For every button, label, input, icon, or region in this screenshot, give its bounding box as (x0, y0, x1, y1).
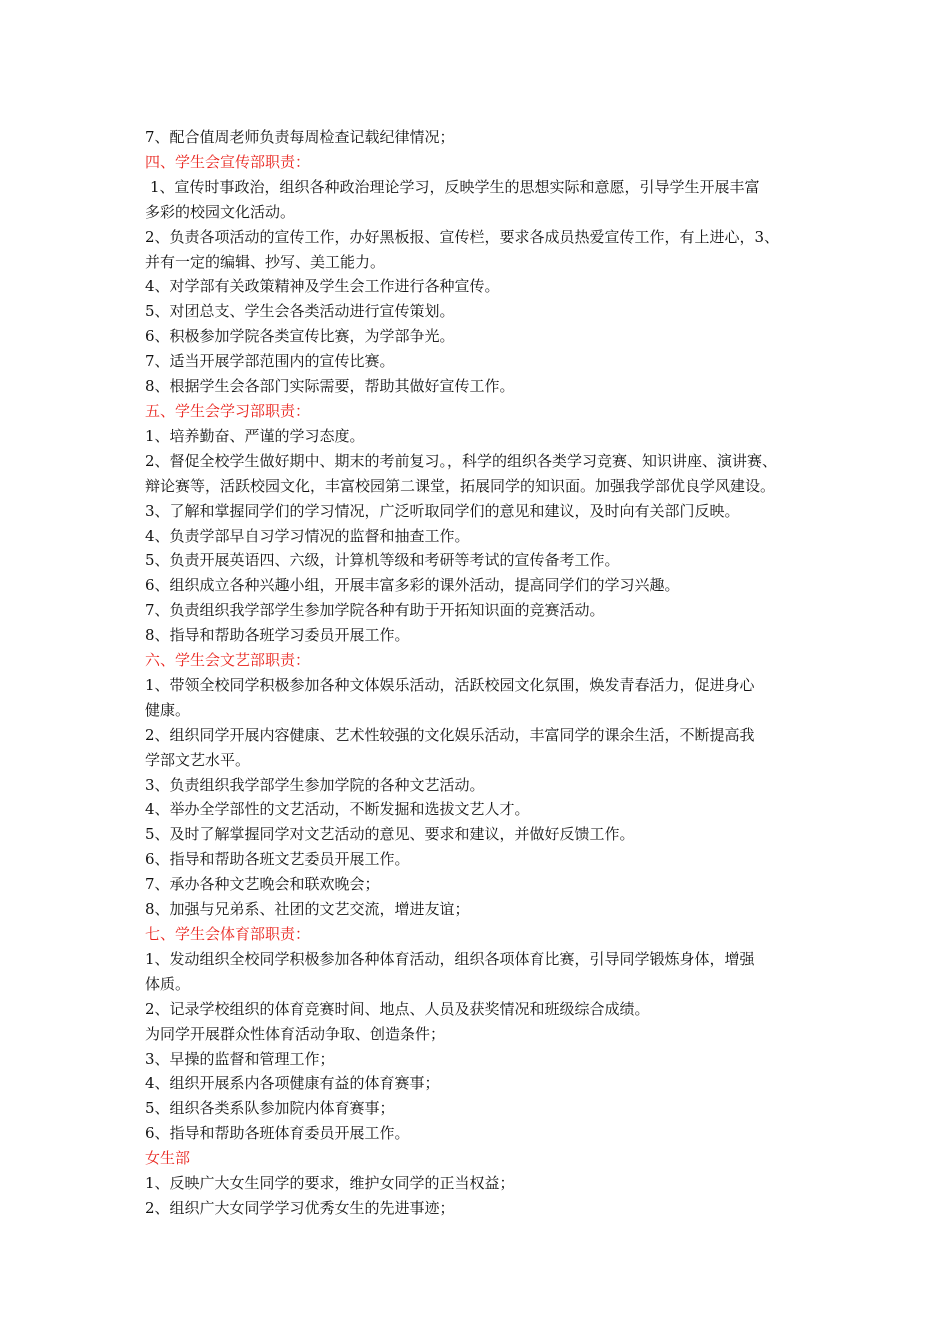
paragraph-line: 并有一定的编辑、抄写、美工能力。 (145, 252, 386, 271)
paragraph-line: 5、负责开展英语四、六级，计算机等级和考研等考试的宣传备考工作。 (145, 551, 620, 570)
paragraph-line: 健康。 (145, 700, 191, 719)
paragraph-line: 4、举办全学部性的文艺活动，不断发掘和选拔文艺人才。 (145, 800, 530, 819)
paragraph-line: 6、指导和帮助各班体育委员开展工作。 (145, 1124, 410, 1143)
paragraph-line: 3、早操的监督和管理工作； (145, 1049, 335, 1068)
paragraph-line: 5、及时了解掌握同学对文艺活动的意见、要求和建议，并做好反馈工作。 (145, 825, 635, 844)
paragraph-line: 4、组织开展系内各项健康有益的体育赛事； (145, 1074, 440, 1093)
paragraph-line: 7、适当开展学部范围内的宣传比赛。 (145, 352, 395, 371)
section-heading: 五、学生会学习部职责： (145, 401, 311, 420)
paragraph-line: 6、指导和帮助各班文艺委员开展工作。 (145, 850, 410, 869)
paragraph-line: 5、组织各类系队参加院内体育赛事； (145, 1099, 395, 1118)
paragraph-line: 2、督促全校学生做好期中、期末的考前复习。，科学的组织各类学习竞赛、知识讲座、演讲赛、 (145, 451, 778, 470)
paragraph-line: 体质。 (145, 974, 191, 993)
paragraph-line: 6、组织成立各种兴趣小组，开展丰富多彩的课外活动，提高同学们的学习兴趣。 (145, 576, 680, 595)
section-heading: 六、学生会文艺部职责： (145, 651, 311, 670)
paragraph-line: 为同学开展群众性体育活动争取、创造条件； (145, 1024, 446, 1043)
paragraph-line: 1、反映广大女生同学的要求，维护女同学的正当权益； (145, 1174, 515, 1193)
document-body (145, 125, 825, 1221)
paragraph-line: 1、培养勤奋、严谨的学习态度。 (145, 426, 365, 445)
paragraph-line: 1、发动组织全校同学积极参加各种体育活动，组织各项体育比赛，引导同学锻炼身体，增强 (145, 949, 755, 968)
paragraph-line: 2、负责各项活动的宣传工作，办好黑板报、宣传栏，要求各成员热爱宣传工作，有上进心，3、 (145, 227, 780, 246)
paragraph-line: 7、承办各种文艺晚会和联欢晚会； (145, 875, 380, 894)
paragraph-line: 多彩的校园文化活动。 (145, 202, 296, 221)
section-heading: 七、学生会体育部职责： (145, 925, 311, 943)
paragraph-line: 4、负责学部早自习学习情况的监督和抽查工作。 (145, 526, 470, 545)
paragraph-line: 5、对团总支、学生会各类活动进行宣传策划。 (145, 302, 455, 321)
paragraph-line: 6、积极参加学院各类宣传比赛，为学部争光。 (145, 327, 455, 346)
paragraph-line: 2、记录学校组织的体育竞赛时间、地点、人员及获奖情况和班级综合成绩。 (145, 999, 650, 1018)
section-heading: 四、学生会宣传部职责： (145, 152, 311, 171)
paragraph-line: 7、配合值周老师负责每周检查记载纪律情况； (145, 128, 455, 146)
section-heading: 女生部 (145, 1149, 191, 1168)
paragraph-line: 2、组织广大女同学学习优秀女生的先进事迹； (145, 1198, 455, 1217)
paragraph-line: 辩论赛等，活跃校园文化，丰富校园第二课堂，拓展同学的知识面。加强我学部优良学风建设。 (145, 476, 776, 495)
paragraph-line: 8、指导和帮助各班学习委员开展工作。 (145, 626, 410, 645)
paragraph-line: 1、宣传时事政治，组织各种政治理论学习，反映学生的思想实际和意愿，引导学生开展丰富 (150, 177, 760, 196)
paragraph-line: 2、组织同学开展内容健康、艺术性较强的文化娱乐活动，丰富同学的课余生活，不断提高我 (145, 725, 755, 744)
paragraph-line: 7、负责组织我学部学生参加学院各种有助于开拓知识面的竞赛活动。 (145, 601, 605, 620)
paragraph-line: 1、带领全校同学积极参加各种文体娱乐活动，活跃校园文化氛围，焕发青春活力，促进身心 (145, 675, 755, 694)
paragraph-line: 3、负责组织我学部学生参加学院的各种文艺活动。 (145, 775, 485, 794)
paragraph-line: 8、根据学生会各部门实际需要，帮助其做好宣传工作。 (145, 377, 515, 396)
paragraph-line: 8、加强与兄弟系、社团的文艺交流，增进友谊； (145, 900, 470, 919)
paragraph-line: 4、对学部有关政策精神及学生会工作进行各种宣传。 (145, 277, 500, 296)
paragraph-line: 学部文艺水平。 (145, 750, 251, 769)
paragraph-line: 3、了解和掌握同学们的学习情况，广泛听取同学们的意见和建议，及时向有关部门反映。 (145, 501, 740, 520)
